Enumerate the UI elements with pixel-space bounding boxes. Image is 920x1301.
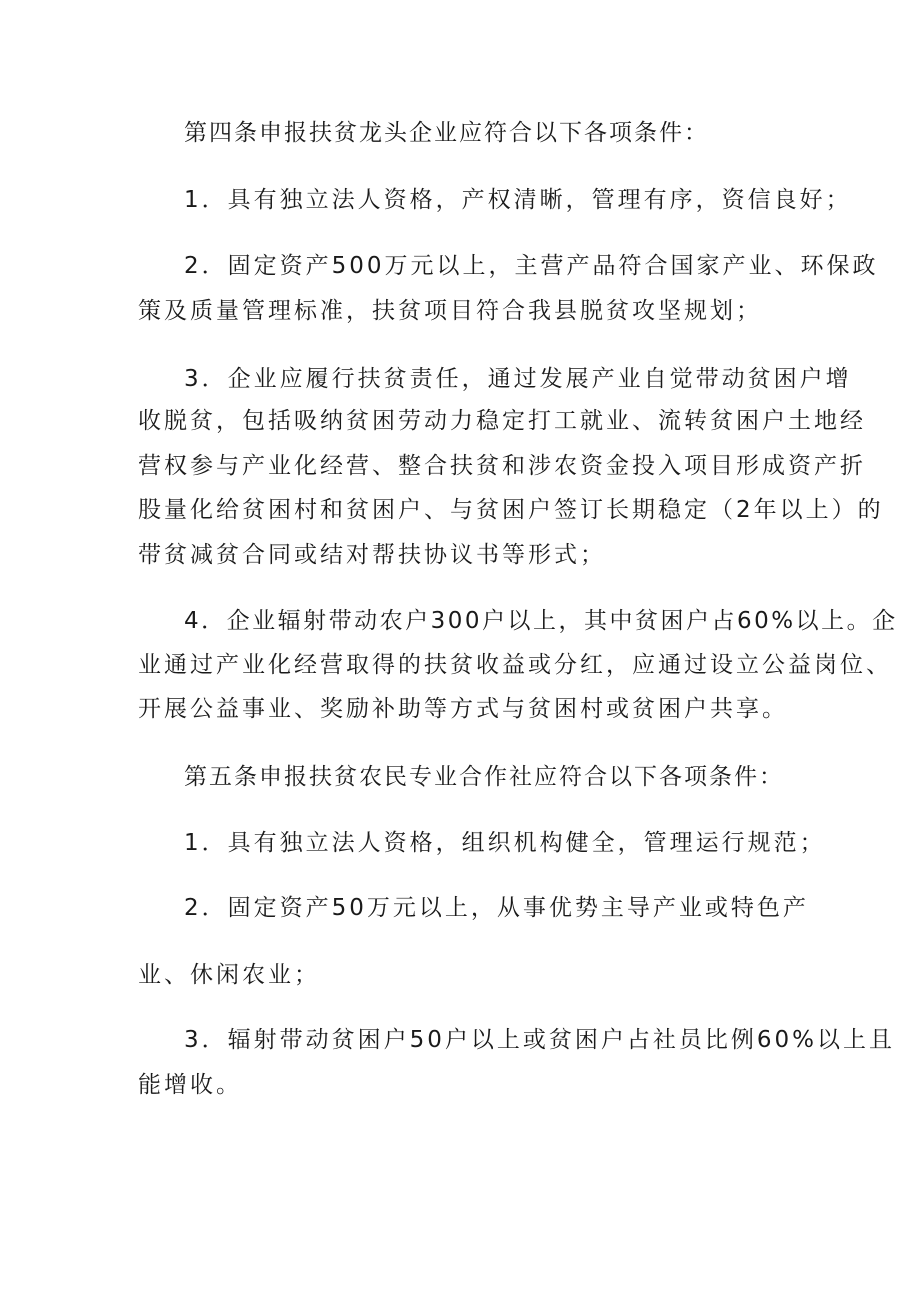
article4-item4-line2: 业通过产业化经营取得的扶贫收益或分红，应通过设立公益岗位、 bbox=[138, 652, 892, 678]
article5-item2-line1: 2．固定资产50万元以上，从事优势主导产业或特色产 bbox=[184, 895, 809, 921]
article4-item2-line2: 策及质量管理标准，扶贫项目符合我县脱贫攻坚规划； bbox=[138, 298, 762, 324]
article4-item3-line5: 带贫减贫合同或结对帮扶协议书等形式； bbox=[138, 542, 606, 568]
article4-item2-line1: 2．固定资产500万元以上，主营产品符合国家产业、环保政 bbox=[184, 253, 879, 279]
article4-item3-line2: 收脱贫，包括吸纳贫困劳动力稳定打工就业、流转贫困户土地经 bbox=[138, 408, 866, 434]
article5-heading: 第五条申报扶贫农民专业合作社应符合以下各项条件： bbox=[184, 764, 784, 790]
article5-item3-line2: 能增收。 bbox=[138, 1072, 242, 1098]
article5-item2-line2: 业、休闲农业； bbox=[138, 962, 320, 988]
article4-heading: 第四条申报扶贫龙头企业应符合以下各项条件： bbox=[184, 120, 709, 146]
article4-item3-line1: 3．企业应履行扶贫责任，通过发展产业自觉带动贫困户增 bbox=[184, 366, 852, 392]
article4-item3-line4: 股量化给贫困村和贫困户、与贫困户签订长期稳定（2年以上）的 bbox=[138, 497, 884, 523]
article5-item1-line1: 1．具有独立法人资格，组织机构健全，管理运行规范； bbox=[184, 830, 826, 856]
article4-item3-line3: 营权参与产业化经营、整合扶贫和涉农资金投入项目形成资产折 bbox=[138, 453, 866, 479]
article4-item4-line3: 开展公益事业、奖励补助等方式与贫困村或贫困户共享。 bbox=[138, 696, 788, 722]
article4-item4-line1: 4．企业辐射带动农户300户以上，其中贫困户占60%以上。企 bbox=[184, 608, 898, 634]
article4-item1-line1: 1．具有独立法人资格，产权清晰，管理有序，资信良好； bbox=[184, 187, 852, 213]
article5-item3-line1: 3．辐射带动贫困户50户以上或贫困户占社员比例60%以上且 bbox=[184, 1027, 896, 1053]
